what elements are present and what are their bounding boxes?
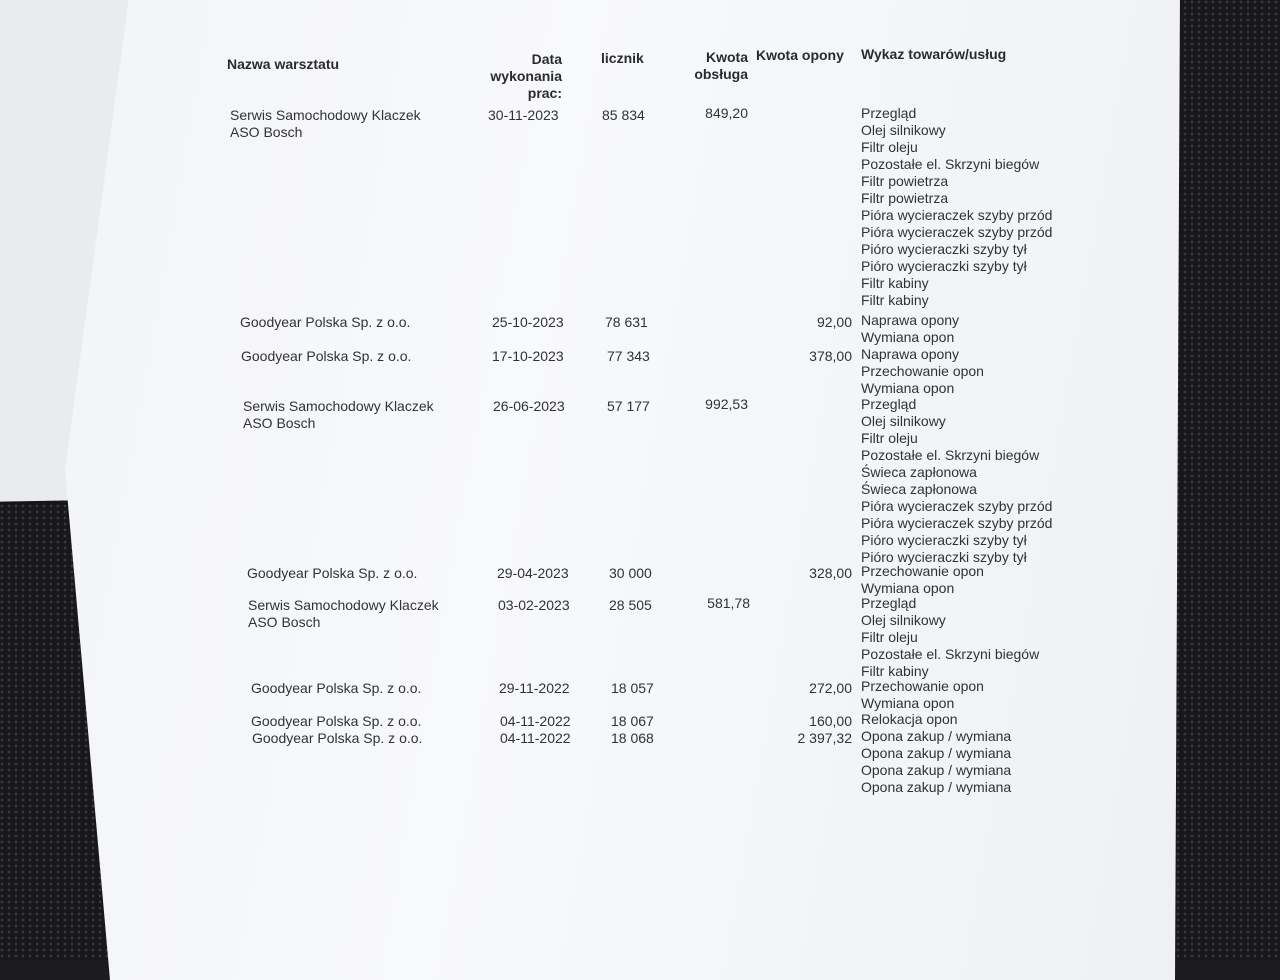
header-workshop: Nazwa warsztatu	[227, 56, 340, 72]
header-service-amount	[660, 49, 748, 83]
item-entry: Pozostałe el. Skrzyni biegów	[861, 646, 1040, 662]
item-entry: Świeca zapłonowa	[861, 464, 977, 480]
header-date-line3: prac:	[527, 85, 562, 101]
item-entry: Pióra wycieraczek szyby przód	[861, 207, 1053, 223]
item-entry: Naprawa opony	[861, 312, 960, 328]
workshop-name: Goodyear Polska Sp. z o.o.	[251, 680, 422, 696]
service-date: 04-11-2022	[500, 713, 571, 729]
item-entry: Filtr oleju	[861, 629, 918, 645]
items-list	[861, 396, 1052, 566]
item-entry: Pozostałe el. Skrzyni biegów	[861, 156, 1040, 172]
workshop-name: Goodyear Polska Sp. z o.o.	[241, 348, 412, 364]
service-date: 25-10-2023	[492, 314, 564, 330]
odometer-value: 18 068	[611, 730, 654, 746]
odometer-value: 28 505	[609, 597, 652, 613]
item-entry: Wymiana opon	[861, 329, 955, 345]
header-service-line2: obsługa	[694, 66, 748, 82]
item-entry: Wymiana opon	[861, 695, 955, 711]
service-date: 29-04-2023	[497, 565, 569, 581]
service-amount: 581,78	[707, 595, 750, 611]
items-list	[861, 595, 1039, 680]
odometer-value: 57 177	[607, 398, 650, 414]
service-date: 17-10-2023	[492, 348, 564, 364]
item-entry: Filtr powietrza	[861, 190, 949, 206]
tire-amount: 160,00	[809, 713, 852, 729]
item-entry: Przegląd	[861, 396, 917, 412]
item-entry: Pióro wycieraczki szyby tył	[861, 258, 1027, 274]
item-entry: Filtr oleju	[861, 139, 918, 155]
header-tire-amount: Kwota opony	[756, 47, 844, 63]
item-entry: Olej silnikowy	[861, 413, 946, 429]
item-entry: Przegląd	[861, 595, 917, 611]
service-date: 04-11-2022	[500, 730, 571, 746]
items-list	[861, 711, 958, 728]
tire-amount: 2 397,32	[797, 730, 852, 746]
tire-amount: 272,00	[809, 680, 852, 696]
tire-amount: 92,00	[816, 314, 852, 330]
workshop-name: Serwis Samochodowy Klaczek	[248, 597, 439, 613]
item-entry: Przechowanie opon	[861, 678, 984, 694]
items-list	[861, 105, 1052, 309]
item-entry: Pióro wycieraczki szyby tył	[861, 549, 1027, 565]
tire-amount: 328,00	[809, 565, 852, 581]
workshop-name: Serwis Samochodowy Klaczek	[243, 398, 434, 414]
item-entry: Wymiana opon	[861, 380, 955, 396]
workshop-name: Serwis Samochodowy Klaczek	[230, 107, 421, 123]
item-entry: Relokacja opon	[861, 711, 958, 727]
workshop-name: ASO Bosch	[230, 124, 303, 140]
tire-amount: 378,00	[809, 348, 852, 364]
service-date: 03-02-2023	[498, 597, 570, 613]
item-entry: Przechowanie opon	[861, 363, 984, 379]
item-entry: Olej silnikowy	[861, 612, 946, 628]
service-amount: 992,53	[705, 396, 748, 412]
odometer-value: 30 000	[609, 565, 652, 581]
item-entry: Olej silnikowy	[861, 122, 946, 138]
item-entry: Opona zakup / wymiana	[861, 762, 1012, 778]
workshop-name: ASO Bosch	[248, 614, 321, 630]
item-entry: Opona zakup / wymiana	[861, 745, 1012, 761]
service-date: 29-11-2022	[499, 680, 570, 696]
items-list	[861, 678, 984, 712]
item-entry: Przegląd	[861, 105, 917, 121]
item-entry: Filtr oleju	[861, 430, 918, 446]
workshop-name: Goodyear Polska Sp. z o.o.	[247, 565, 418, 581]
workshop-name: Goodyear Polska Sp. z o.o.	[251, 713, 422, 729]
header-odometer: licznik	[601, 50, 644, 66]
item-entry: Naprawa opony	[861, 346, 960, 362]
service-date: 26-06-2023	[493, 398, 565, 414]
item-entry: Pióra wycieraczek szyby przód	[861, 515, 1053, 531]
items-list	[861, 728, 1011, 796]
header-date	[462, 51, 562, 102]
odometer-value: 18 067	[611, 713, 654, 729]
item-entry: Przechowanie opon	[861, 563, 984, 579]
item-entry: Filtr kabiny	[861, 663, 929, 679]
item-entry: Świeca zapłonowa	[861, 481, 977, 497]
items-list	[861, 563, 984, 597]
workshop-name: Goodyear Polska Sp. z o.o.	[252, 730, 423, 746]
item-entry: Pióra wycieraczek szyby przód	[861, 224, 1053, 240]
header-items: Wykaz towarów/usług	[861, 46, 1007, 62]
header-date-line2: wykonania	[490, 68, 562, 84]
item-entry: Filtr kabiny	[861, 292, 929, 308]
item-entry: Pióra wycieraczek szyby przód	[861, 498, 1053, 514]
header-service-line1: Kwota	[706, 49, 748, 65]
workshop-name: Goodyear Polska Sp. z o.o.	[240, 314, 411, 330]
items-list	[861, 312, 959, 346]
service-date: 30-11-2023	[488, 107, 559, 123]
odometer-value: 18 057	[611, 680, 654, 696]
service-amount: 849,20	[705, 105, 748, 121]
item-entry: Opona zakup / wymiana	[861, 779, 1012, 795]
item-entry: Pióro wycieraczki szyby tył	[861, 241, 1027, 257]
item-entry: Filtr kabiny	[861, 275, 929, 291]
workshop-name: ASO Bosch	[243, 415, 316, 431]
odometer-value: 78 631	[605, 314, 648, 330]
item-entry: Filtr powietrza	[861, 173, 949, 189]
odometer-value: 77 343	[607, 348, 650, 364]
item-entry: Opona zakup / wymiana	[861, 728, 1012, 744]
item-entry: Wymiana opon	[861, 580, 955, 596]
item-entry: Pozostałe el. Skrzyni biegów	[861, 447, 1040, 463]
items-list	[861, 346, 984, 397]
item-entry: Pióro wycieraczki szyby tył	[861, 532, 1027, 548]
odometer-value: 85 834	[602, 107, 645, 123]
header-date-line1: Data	[531, 51, 562, 67]
